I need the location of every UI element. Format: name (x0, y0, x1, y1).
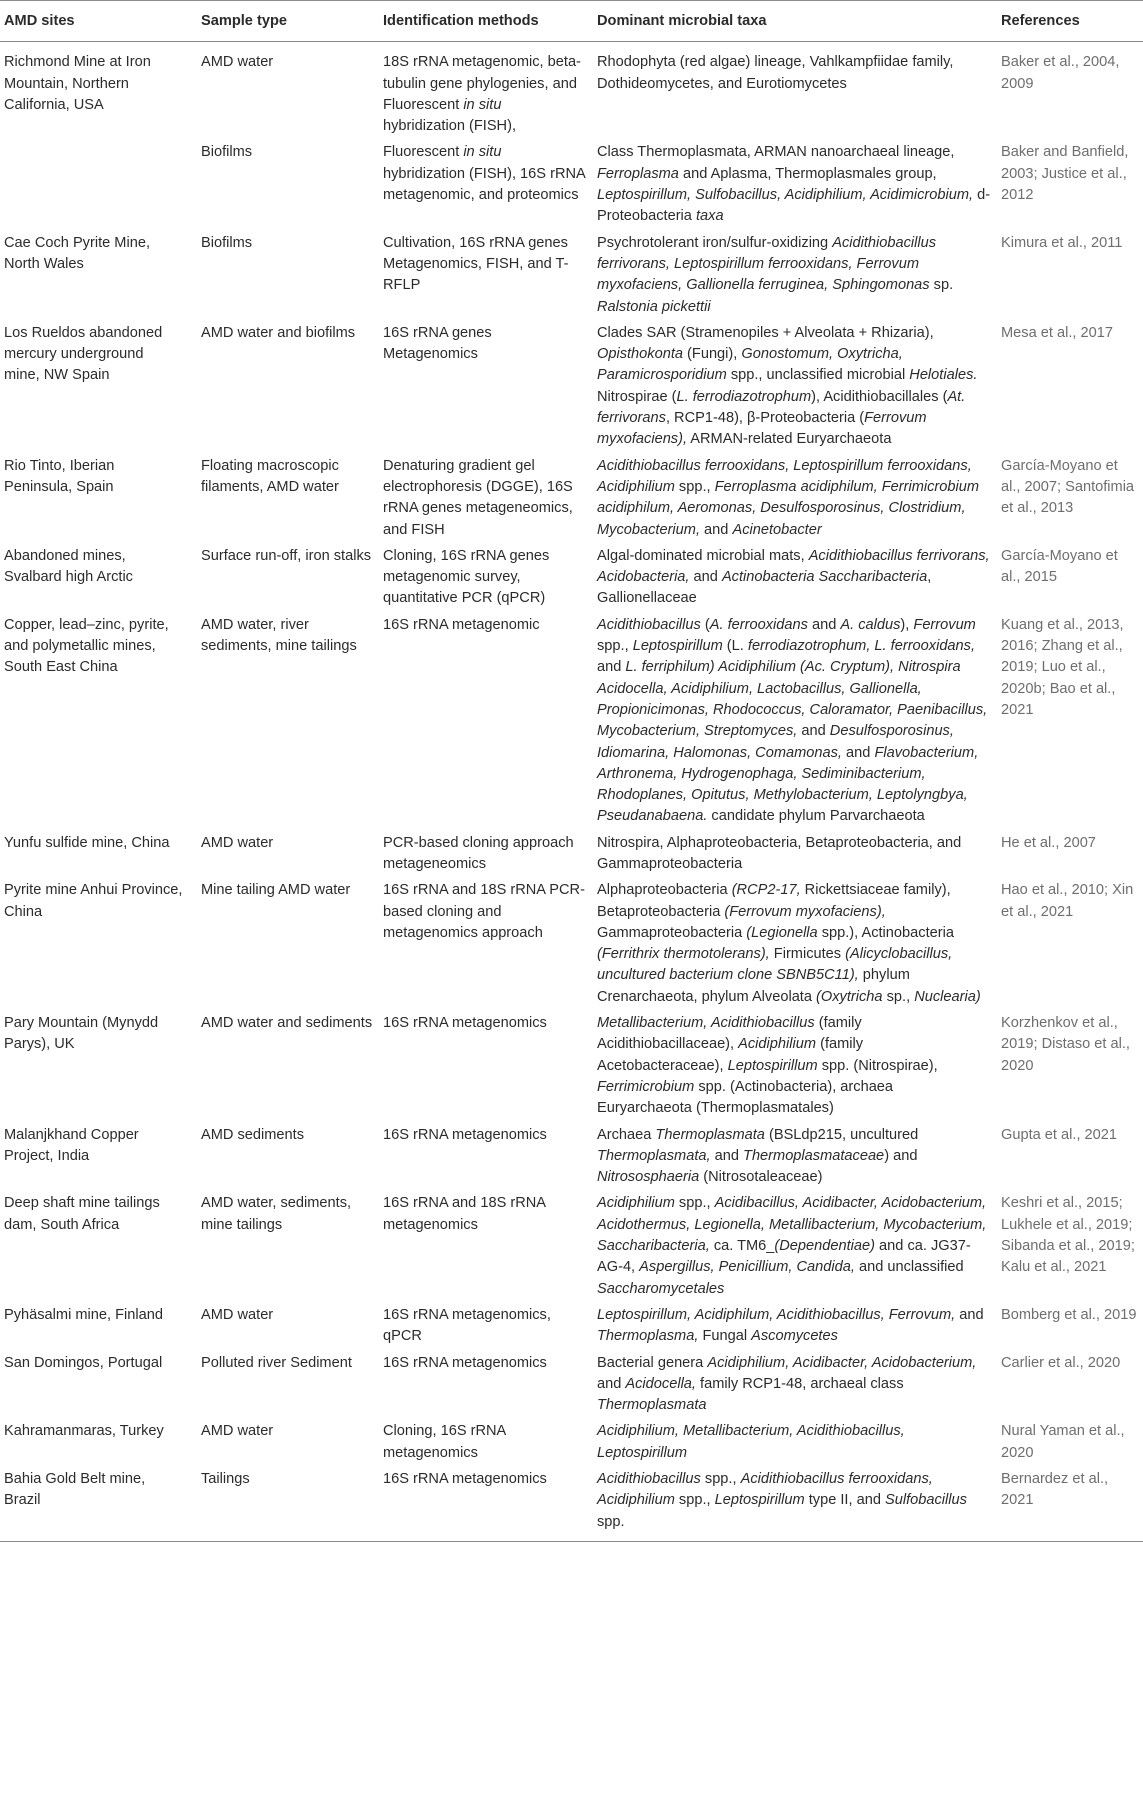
site-cell: Cae Coch Pyrite Mine, North Wales (4, 234, 150, 272)
text-segment: and (710, 1147, 744, 1164)
text-segment: Gammaproteobacteria (597, 924, 747, 941)
text-segment: Thermoplasmata, (597, 1147, 711, 1164)
text-segment: and (689, 569, 722, 586)
taxa-cell (593, 42, 997, 141)
site-cell: Rio Tinto, Iberian Peninsula, Spain (4, 457, 115, 495)
table-row (0, 613, 1143, 831)
reference-cell: Baker and Banfield, 2003; Justice et al., 2012 (1001, 144, 1129, 204)
text-segment: (Legionella (746, 924, 818, 941)
text-segment: Clades SAR (Stramenopiles + Alveolata + Rhizaria), (597, 324, 934, 341)
taxa-cell (593, 231, 997, 321)
text-segment: sp. (929, 277, 954, 294)
site-cell: Yunfu sulfide mine, China (4, 834, 170, 851)
taxa-cell (593, 1467, 997, 1541)
site-cell: Bahia Gold Belt mine, Brazil (4, 1471, 146, 1509)
text-segment: and Aplasma, Thermoplasmales group, (678, 165, 937, 182)
table-header (0, 1, 1143, 42)
text-segment: Leptospirillum (714, 1492, 805, 1509)
text-segment: 18S rRNA metagenomic, beta-tubulin gene phylogenies, and Fluorescent (383, 54, 581, 113)
text-segment: sp., (882, 988, 915, 1005)
reference-cell: García-Moyano et al., 2015 (1001, 547, 1118, 586)
site-cell (0, 140, 197, 230)
text-segment: Cultivation, 16S rRNA genes Metagenomics, FISH, and T-RFLP (383, 234, 569, 294)
text-segment: Rhodophyta (red algae) lineage, Vahlkampfiidae family, Dothideomycetes, and Eurotiomycetes (597, 54, 954, 92)
methods-cell (379, 1351, 593, 1420)
sample-type-cell: Floating macroscopic filaments, AMD water (201, 457, 339, 495)
sample-type-cell: Biofilms (201, 234, 253, 251)
text-segment: (family Acetobacteraceae), (597, 1036, 864, 1074)
text-segment: Thermoplasma, (597, 1328, 699, 1345)
text-segment: Leptospirillum, Acidiphilum, Acidithiobacillus, Ferrovum, (597, 1306, 956, 1323)
sample-type-cell: AMD water (201, 54, 274, 71)
text-segment: Alphaproteobacteria (597, 882, 732, 899)
sample-type-cell: AMD sediments (201, 1126, 304, 1143)
text-segment: Flavobacterium, Arthronema, Hydrogenophaga, Sediminibacterium, Rhodoplanes, Opitutus, Methylobacterium, Leptolyngbya, Pseudanabaena. (597, 744, 979, 825)
taxa-cell (593, 321, 997, 454)
taxa-cell (593, 831, 997, 879)
text-segment: (Nitrosotaleaceae) (699, 1169, 823, 1186)
text-segment: Nitrospirae ( (597, 388, 677, 405)
table-row (0, 1419, 1143, 1467)
text-segment: Ferroplasma acidiphilum, Ferrimicrobium acidiphilum, Aeromonas, Desulfosporosinus, Clostridium, Mycobacterium, (597, 478, 980, 538)
text-segment: Thermoplasmata (597, 1397, 707, 1414)
text-segment: Algal-dominated microbial mats, (597, 547, 809, 564)
methods-cell (379, 1123, 593, 1192)
text-segment: (Ferrithrix thermotolerans), (597, 946, 770, 963)
text-segment: Acinetobacter (732, 521, 822, 538)
methods-cell (379, 878, 593, 1011)
text-segment: and (955, 1306, 984, 1323)
text-segment: spp. (597, 1513, 625, 1530)
text-segment: 16S rRNA metagenomic (383, 616, 540, 633)
text-segment: Acidibacillus, Acidibacter, Acidobacterium, Acidothermus, Legionella, Metallibacterium, Mycobacterium, Saccharibacteria, (597, 1195, 987, 1255)
text-segment: type II, and (804, 1492, 885, 1509)
site-cell: Deep shaft mine tailings dam, South Africa (4, 1195, 160, 1233)
text-segment: Opisthokonta (597, 346, 683, 363)
text-segment: (Fungi), (683, 346, 742, 363)
text-segment: ), (900, 616, 914, 633)
sample-type-cell: AMD water and biofilms (201, 324, 356, 341)
methods-cell (379, 1467, 593, 1541)
taxa-cell (593, 544, 997, 613)
table-row (0, 544, 1143, 613)
text-segment: ferrodiazotrophum, L. ferrooxidans, (747, 638, 976, 655)
site-cell: San Domingos, Portugal (4, 1354, 163, 1371)
header-row (0, 1, 1143, 42)
site-cell: Pyhäsalmi mine, Finland (4, 1306, 163, 1323)
taxa-cell (593, 1419, 997, 1467)
text-segment: L. ferriphilum) Acidiphilium (Ac. Cryptum), Nitrospira Acidocella, Acidiphilium, Lactobacillus, Gallionella, Propionicimonas, Rhodococcus, Caloramator, Paenibacillus, Mycobacterium, Streptomyces, (597, 659, 988, 740)
table-row (0, 140, 1143, 230)
taxa-cell (593, 140, 997, 230)
text-segment: and (597, 659, 626, 676)
text-segment: Actinobacteria Saccharibacteria (721, 569, 928, 586)
table-row (0, 1123, 1143, 1192)
reference-cell: Carlier et al., 2020 (1001, 1354, 1121, 1371)
methods-cell (379, 831, 593, 879)
methods-cell (379, 454, 593, 544)
reference-cell: Kuang et al., 2013, 2016; Zhang et al., 2019; Luo et al., 2020b; Bao et al., 2021 (1001, 616, 1124, 718)
text-segment: Helotiales. (909, 367, 978, 384)
reference-cell: Hao et al., 2010; Xin et al., 2021 (1001, 882, 1134, 920)
text-segment: Psychrotolerant iron/sulfur-oxidizing (597, 234, 833, 251)
table-row (0, 1467, 1143, 1541)
text-segment: Acidiphilium, Acidibacter, Acidobacterium, (707, 1354, 977, 1371)
methods-cell (379, 544, 593, 613)
text-segment: (Ferrovum myxofaciens), (724, 903, 886, 920)
text-segment: Cloning, 16S rRNA genes metagenomic survey, quantitative PCR (qPCR) (383, 547, 550, 607)
text-segment: A. ferrooxidans (709, 616, 808, 633)
text-segment: Ferrimicrobium (597, 1078, 695, 1095)
reference-cell: Gupta et al., 2021 (1001, 1126, 1118, 1143)
text-segment: spp.), Actinobacteria (817, 924, 954, 941)
text-segment: Thermoplasmataceae (743, 1147, 885, 1164)
text-segment: Ferrovum (913, 616, 976, 633)
text-segment: spp., (597, 638, 633, 655)
text-segment: (BSLdp215, uncultured (764, 1126, 919, 1143)
text-segment: Ferroplasma (597, 165, 679, 182)
text-segment: L. ferrodiazotrophum (676, 388, 812, 405)
text-segment: spp. (Actinobacteria), archaea Euryarchaeota (Thermoplasmatales) (597, 1078, 894, 1117)
table-row (0, 1011, 1143, 1122)
sample-type-cell: AMD water, sediments, mine tailings (201, 1195, 352, 1233)
taxa-cell (593, 1303, 997, 1351)
table-row (0, 1351, 1143, 1420)
text-segment: d-Proteobacteria (597, 187, 991, 225)
text-segment: candidate phylum Parvarchaeota (707, 808, 925, 825)
text-segment: Denaturing gradient gel electrophoresis (DGGE), 16S rRNA genes metageneomics, and FISH (383, 457, 573, 538)
taxa-cell (593, 1011, 997, 1122)
header-references: References (1001, 13, 1080, 29)
text-segment: (family Acidithiobacillaceae), (597, 1015, 862, 1053)
sample-type-cell: AMD water and sediments (201, 1015, 373, 1032)
site-cell: Los Rueldos abandoned mercury underground mine, NW Spain (4, 324, 163, 384)
text-segment: Firmicutes (769, 946, 846, 963)
text-segment: Nitrososphaeria (597, 1169, 700, 1186)
table-row (0, 321, 1143, 454)
table-row (0, 454, 1143, 544)
text-segment: Acidiphilium (597, 1195, 675, 1212)
text-segment: 16S rRNA metagenomics (383, 1471, 547, 1487)
text-segment: (RCP2-17, (731, 882, 801, 899)
text-segment: 16S rRNA genes Metagenomics (383, 324, 492, 363)
taxa-cell (593, 1351, 997, 1420)
taxa-cell (593, 878, 997, 1011)
taxa-cell (593, 613, 997, 831)
text-segment: phylum Crenarchaeota, phylum Alveolata (597, 967, 910, 1005)
sample-type-cell: Tailings (201, 1471, 250, 1487)
text-segment: 16S rRNA metagenomics (383, 1015, 547, 1032)
text-segment: and (797, 723, 830, 740)
text-segment: At. ferrivorans (597, 388, 966, 427)
text-segment: taxa (695, 208, 724, 225)
text-segment: spp., (674, 1195, 715, 1212)
site-cell: Copper, lead–zinc, pyrite, and polymetallic mines, South East China (4, 616, 169, 676)
text-segment: hybridization (FISH), (383, 118, 517, 135)
site-cell: Kahramanmaras, Turkey (4, 1423, 164, 1440)
text-segment: and (807, 616, 841, 633)
methods-cell (379, 1303, 593, 1351)
taxa-cell (593, 454, 997, 544)
methods-cell (379, 1191, 593, 1302)
text-segment: 16S rRNA and 18S rRNA PCR-based cloning and metagenomics approach (383, 882, 585, 941)
reference-cell: Bomberg et al., 2019 (1001, 1306, 1137, 1323)
methods-cell (379, 613, 593, 831)
text-segment: (L. (722, 638, 748, 655)
text-segment: and (700, 521, 733, 538)
text-segment: Sulfobacillus (885, 1492, 967, 1509)
text-segment: Leptospirillum (727, 1057, 818, 1074)
text-segment: Acidithiobacillus ferrivorans, Acidobacteria, (597, 547, 990, 586)
site-cell: Pary Mountain (Mynydd Parys), UK (4, 1015, 159, 1053)
text-segment: 16S rRNA metagenomics, qPCR (383, 1306, 551, 1345)
text-segment: Gonostomum, Oxytricha, Paramicrosporidium (597, 346, 903, 384)
text-segment: and (841, 744, 875, 761)
sample-type-cell: AMD water (201, 1306, 274, 1323)
methods-cell (379, 140, 593, 230)
sample-type-cell: Surface run-off, iron stalks (201, 547, 372, 564)
methods-cell (379, 1011, 593, 1122)
text-segment: (Dependentiae) (774, 1238, 875, 1255)
text-segment: Rickettsiaceae family), Betaproteobacteria (597, 882, 951, 920)
text-segment: spp. (Nitrospirae), (817, 1057, 938, 1074)
text-segment: ), Acidithiobacillales ( (811, 388, 948, 405)
text-segment: Nitrospira, Alphaproteobacteria, Betaproteobacteria, and Gammaproteobacteria (597, 834, 962, 872)
taxa-cell (593, 1123, 997, 1192)
text-segment: in situ (463, 144, 502, 161)
reference-cell: Kimura et al., 2011 (1001, 234, 1123, 251)
table-row (0, 878, 1143, 1011)
reference-cell: Nural Yaman et al., 2020 (1001, 1423, 1125, 1461)
site-cell: Malanjkhand Copper Project, India (4, 1126, 139, 1164)
sample-type-cell: Biofilms (201, 144, 253, 161)
text-segment: Thermoplasmata (655, 1126, 765, 1143)
text-segment: Ralstonia pickettii (597, 298, 711, 315)
reference-cell: Baker et al., 2004, 2009 (1001, 54, 1120, 92)
text-segment: Aspergillus, Penicillium, Candida, (639, 1259, 855, 1276)
methods-cell (379, 42, 593, 141)
text-segment: Acidocella, (625, 1375, 696, 1392)
text-segment: ) and (884, 1147, 918, 1164)
text-segment: Cloning, 16S rRNA metagenomics (383, 1423, 506, 1461)
text-segment: Fungal (698, 1328, 752, 1345)
text-segment: ARMAN-related Euryarchaeota (687, 431, 892, 448)
text-segment: Acidithiobacillus ferrivorans, Leptospirillum ferrooxidans, Ferrovum myxofaciens, Gallionella ferruginea, Sphingomonas (597, 234, 937, 294)
text-segment: Class Thermoplasmata, ARMAN nanoarchaeal lineage, (597, 144, 955, 161)
header-amd-sites: AMD sites (4, 13, 75, 29)
text-segment: PCR-based cloning approach metageneomics (383, 834, 574, 872)
text-segment: and (597, 1375, 626, 1392)
text-segment: Acidithiobacillus ferrooxidans, Leptospirillum ferrooxidans, Acidiphilium (597, 457, 972, 495)
text-segment: Ferrovum myxofaciens), (597, 410, 927, 448)
header-identification-methods: Identification methods (383, 13, 539, 29)
text-segment: , RCP1-48), β-Proteobacteria ( (665, 410, 865, 427)
text-segment: hybridization (FISH), 16S rRNA metagenomic, and proteomics (383, 165, 585, 204)
text-segment: Archaea (597, 1126, 656, 1143)
reference-cell: He et al., 2007 (1001, 834, 1096, 851)
text-segment: Leptospirillum (632, 638, 723, 655)
text-segment: (Oxytricha (816, 988, 883, 1005)
table-row (0, 1191, 1143, 1302)
text-segment: Bacterial genera (597, 1354, 708, 1371)
table-row (0, 831, 1143, 879)
reference-cell: Keshri et al., 2015; Lukhele et al., 2019; Sibanda et al., 2019; Kalu et al., 2021 (1001, 1195, 1135, 1276)
site-cell: Abandoned mines, Svalbard high Arctic (4, 547, 133, 586)
text-segment: spp., (700, 1471, 741, 1487)
text-segment: spp., (674, 478, 715, 495)
text-segment: Acidiphilium, Metallibacterium, Acidithiobacillus, Leptospirillum (597, 1423, 905, 1461)
methods-cell (379, 1419, 593, 1467)
text-segment: ca. TM6_ (709, 1238, 775, 1255)
text-segment: Acidithiobacillus ferrooxidans, Acidiphilium (597, 1471, 933, 1509)
reference-cell: Mesa et al., 2017 (1001, 324, 1113, 341)
sample-type-cell: AMD water (201, 1423, 274, 1440)
taxa-cell (593, 1191, 997, 1302)
table-row (0, 1303, 1143, 1351)
reference-cell: Bernardez et al., 2021 (1001, 1471, 1109, 1509)
sample-type-cell: Polluted river Sediment (201, 1354, 352, 1371)
text-segment: spp., (674, 1492, 715, 1509)
site-cell: Pyrite mine Anhui Province, China (4, 882, 183, 920)
text-segment: (Alicyclobacillus, uncultured bacterium clone SBNB5C11), (597, 946, 953, 984)
text-segment: Desulfosporosinus, Idiomarina, Halomonas, Comamonas, (597, 723, 954, 761)
text-segment: and ca. JG37-AG-4, (597, 1238, 971, 1276)
reference-cell: Korzhenkov et al., 2019; Distaso et al., 2020 (1001, 1015, 1130, 1074)
text-segment: 16S rRNA metagenomics (383, 1354, 547, 1371)
text-segment: Acidithiobacillus (597, 1471, 701, 1487)
text-segment: , Gallionellaceae (597, 569, 932, 607)
table-row (0, 42, 1143, 141)
sample-type-cell: AMD water, river sediments, mine tailings (201, 616, 357, 655)
text-segment: Saccharomycetales (597, 1280, 725, 1297)
text-segment: Leptospirillum, Sulfobacillus, Acidiphilium, Acidimicrobium, (597, 187, 974, 204)
text-segment: ( (700, 616, 710, 633)
text-segment: Ascomycetes (751, 1328, 838, 1345)
methods-cell (379, 231, 593, 321)
methods-cell (379, 321, 593, 454)
site-cell: Richmond Mine at Iron Mountain, Northern California, USA (4, 54, 151, 113)
text-segment: Nuclearia) (914, 988, 981, 1005)
text-segment: Fluorescent (383, 144, 464, 161)
sample-type-cell: AMD water (201, 834, 274, 851)
reference-cell: García-Moyano et al., 2007; Santofimia et al., 2013 (1001, 457, 1135, 517)
text-segment: Acidiphilium (738, 1036, 817, 1053)
text-segment: family RCP1-48, archaeal class (695, 1375, 904, 1392)
text-segment: Acidithiobacillus (597, 616, 701, 633)
text-segment: spp., unclassified microbial (726, 367, 910, 384)
text-segment: and unclassified (854, 1259, 964, 1276)
header-sample-type: Sample type (201, 13, 287, 29)
sample-type-cell: Mine tailing AMD water (201, 882, 351, 899)
text-segment: Metallibacterium, Acidithiobacillus (597, 1015, 815, 1032)
table-body (0, 42, 1143, 1542)
table-row (0, 231, 1143, 321)
text-segment: 16S rRNA metagenomics (383, 1126, 547, 1143)
header-dominant-taxa: Dominant microbial taxa (597, 13, 767, 29)
text-segment: 16S rRNA and 18S rRNA metagenomics (383, 1195, 546, 1233)
text-segment: in situ (463, 96, 502, 113)
text-segment: A. caldus (840, 616, 901, 633)
